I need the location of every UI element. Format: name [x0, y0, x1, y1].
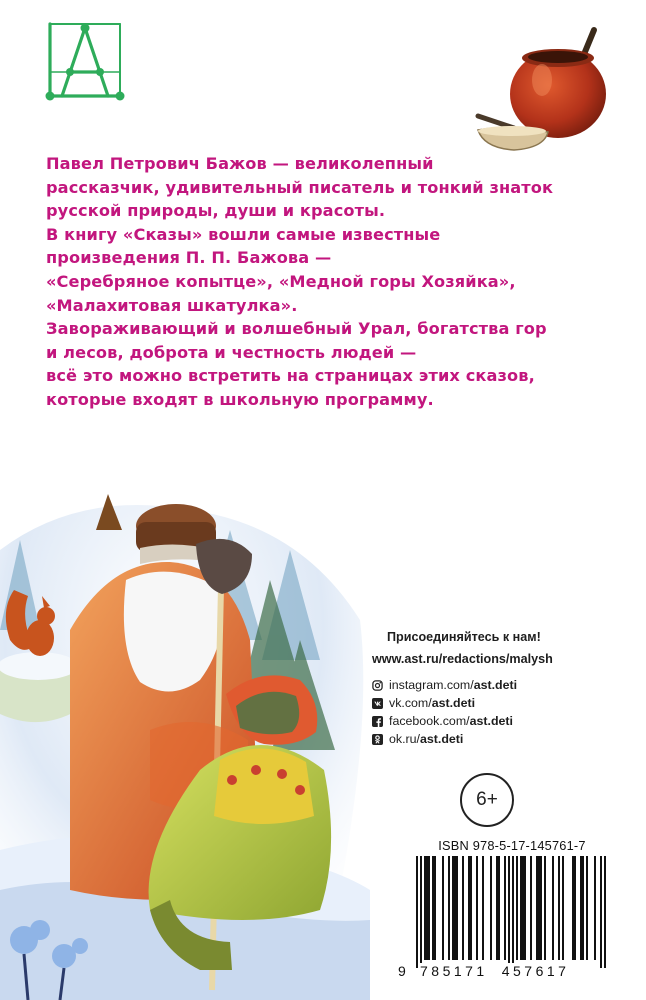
barcode-bar: [544, 856, 546, 960]
instagram-icon: [372, 680, 383, 691]
barcode-bar: [428, 856, 430, 960]
barcode-bar: [562, 856, 564, 960]
barcode-bar: [490, 856, 492, 960]
clay-pot-icon: [470, 12, 620, 162]
barcode-number: [398, 960, 624, 982]
description-line: русской природы, души и красоты.: [46, 201, 386, 221]
description-line: которые входят в школьную программу.: [46, 389, 434, 409]
facebook-icon: [372, 716, 383, 727]
barcode-bar: [482, 856, 484, 960]
barcode-bar: [508, 856, 510, 968]
odnoklassniki-icon: [372, 734, 383, 745]
barcode-bar: [520, 856, 522, 960]
barcode-first-digit: 9: [398, 963, 414, 979]
social-link-handle: ast.deti: [431, 696, 476, 710]
barcode-left-group: 785171: [420, 963, 488, 979]
join-us-text: Присоединяйтесь к нам!: [387, 630, 541, 644]
description-line: «Малахитовая шкатулка».: [46, 295, 298, 315]
barcode-bar: [476, 856, 478, 960]
letter-a-logo-icon: [42, 20, 126, 104]
barcode-bar: [424, 856, 426, 960]
barcode-bar: [512, 856, 514, 968]
description-line: Завораживающий и волшебный Урал, богатства гор: [46, 319, 547, 339]
barcode-bar: [522, 856, 524, 960]
barcode-bar: [582, 856, 584, 960]
barcode-bar: [574, 856, 576, 960]
barcode-bar: [468, 856, 470, 960]
description-line: и лесов, доброта и честность людей —: [46, 342, 417, 362]
barcode-bar: [536, 856, 538, 960]
barcode-bar: [580, 856, 582, 960]
barcode-bar: [552, 856, 554, 960]
social-link-handle: ast.deti: [469, 714, 513, 728]
isbn-text: ISBN 978-5-17-145761-7: [438, 838, 586, 853]
barcode-bar: [456, 856, 458, 960]
description-line: В книгу «Сказы» вошли самые известные: [46, 224, 441, 244]
social-link-odnoklassniki[interactable]: [372, 730, 622, 748]
social-link-prefix: vk.com/: [389, 696, 432, 710]
barcode-bar: [434, 856, 436, 960]
social-link-handle: ast.deti: [473, 678, 518, 692]
social-link-instagram[interactable]: [372, 676, 622, 694]
barcode-bar: [504, 856, 506, 960]
description-line: рассказчик, удивительный писатель и тонкий знаток: [46, 177, 554, 197]
vk-icon: [372, 698, 383, 709]
barcode-bar: [600, 856, 602, 968]
book-description: [46, 152, 606, 412]
website-link[interactable]: www.ast.ru/redactions/malysh: [372, 652, 553, 666]
description-line: произведения П. П. Бажова —: [46, 248, 332, 268]
description-line: Павел Петрович Бажов — великолепный: [46, 154, 434, 173]
social-link-prefix: facebook.com/: [389, 714, 470, 728]
barcode-bar: [538, 856, 540, 960]
barcode-bar: [426, 856, 428, 960]
barcode-bar: [558, 856, 560, 960]
social-link-handle: ast.deti: [420, 732, 464, 746]
barcode-bar: [416, 856, 418, 968]
barcode-bar: [448, 856, 450, 960]
barcode-bar: [454, 856, 456, 960]
barcode-bar: [540, 856, 542, 960]
barcode-bar: [586, 856, 588, 960]
barcode-right-group: 457617: [501, 963, 570, 979]
social-link-vk[interactable]: [372, 694, 622, 712]
social-link-prefix: ok.ru/: [389, 732, 420, 746]
barcode-bar: [420, 856, 422, 968]
age-rating-badge: 6+: [460, 773, 514, 827]
social-link-facebook[interactable]: [372, 712, 622, 730]
social-links-block: [372, 630, 622, 748]
barcode-bar: [496, 856, 498, 960]
barcode-bar: [516, 856, 518, 960]
barcode-bar: [452, 856, 454, 960]
barcode-icon: [400, 856, 622, 974]
barcode-bar: [462, 856, 464, 960]
winter-tale-illustration: [0, 470, 370, 1000]
description-line: «Серебряное копытце», «Медной горы Хозяйка»,: [46, 271, 516, 291]
barcode-bar: [530, 856, 532, 960]
barcode-bar: [432, 856, 434, 960]
barcode-bar: [594, 856, 596, 960]
barcode-bar: [524, 856, 526, 960]
social-link-prefix: instagram.com/: [389, 678, 474, 692]
barcode-bar: [604, 856, 606, 968]
barcode-bar: [442, 856, 444, 960]
description-line: всё это можно встретить на страницах этих сказов,: [46, 366, 535, 386]
barcode-bar: [470, 856, 472, 960]
barcode-bar: [498, 856, 500, 960]
barcode-bar: [572, 856, 574, 960]
